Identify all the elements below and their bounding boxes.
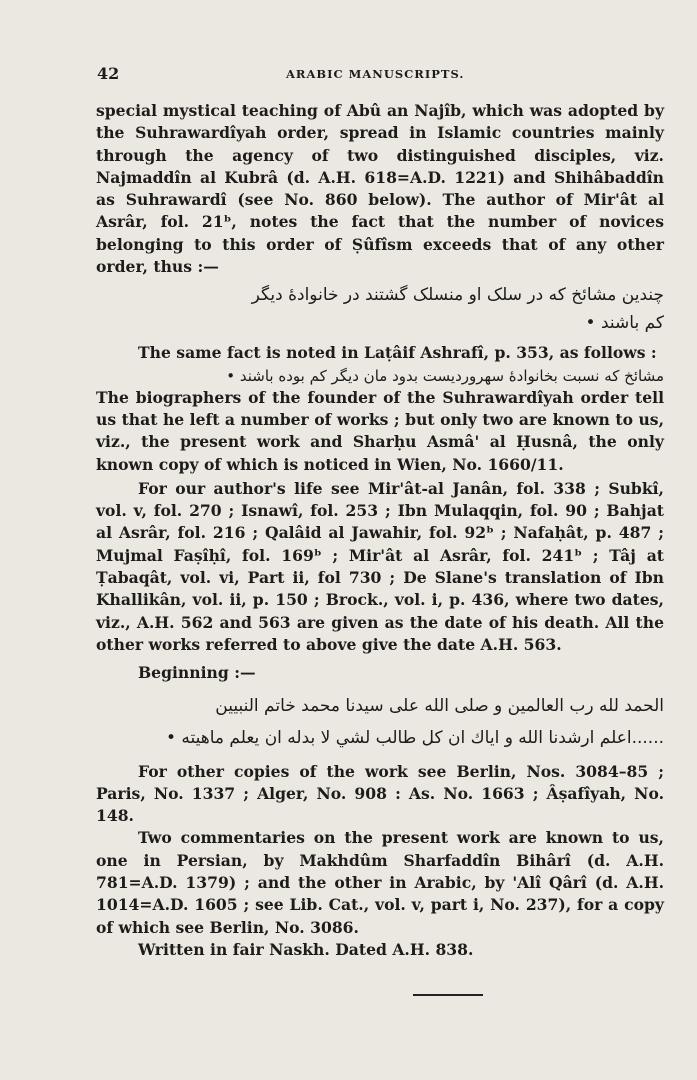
paragraph-teaching: special mystical teaching of Abû an Najîb, which was adopted by the Suhrawardîyah order, spread in Islamic countries mainly through the agency of two distinguished disciples, viz. Najmaddîn al Kubrâ (d. A.H. 618=A.D. 1221) and Shihâbaddîn as Suhrawardî (see No. 860 below). The author of Mir'ât al Asrâr, fol. 21ᵇ, notes the fact that the number of novices belonging to this order of Ṣûfîsm exceeds that of any other order, thus :—	[96, 101, 664, 277]
page-number: 42	[97, 64, 120, 83]
persian-quote-2: مشائخ که نسبت بخانوادهٔ سهروردیست بدود مان دیگر کم بوده باشند •	[226, 366, 664, 385]
paragraph-script-date: Written in fair Naskh. Dated A.H. 838.	[138, 939, 474, 959]
persian-quote-1-line-2: کم باشند •	[585, 313, 664, 334]
arabic-beginning-line-1: الحمد لله رب العالمين و صلى الله على سيدنا محمد خاتم النبيين	[215, 695, 664, 716]
paragraph-other-copies: For other copies of the work see Berlin, Nos. 3084–85 ; Paris, No. 1337 ; Alger, No. 908 : As. No. 1663 ; Âṣafîyah, No. 148.	[96, 761, 664, 826]
running-title: ARABIC MANUSCRIPTS.	[286, 67, 465, 81]
beginning-label: Beginning :—	[138, 663, 256, 683]
page-body	[96, 100, 664, 961]
paragraph-author-life: For our author's life see Mir'ât-al Janân, fol. 338 ; Subkî, vol. v, fol. 270 ; Isnawî, fol. 253 ; Ibn Mulaqqin, fol. 90 ; Bahjat al Asrâr, fol. 216 ; Qalâid al Jawahir, fol. 92ᵇ ; Nafaḥât, p. 487 ; Mujmal Faṣîḥî, fol. 169ᵇ ; Mir'ât al Asrâr, fol. 241ᵇ ; Tâj at Ṭabaqât, vol. vi, Part ii, fol 730 ; De Slane's translation of Ibn Khallikân, vol. ii, p. 150 ; Brock., vol. i, p. 436, where two dates, viz., A.H. 562 and 563 are given as the date of his death. All the other works referred to above give the date A.H. 563.	[96, 478, 664, 654]
paragraph-commentaries: Two commentaries on the present work are known to us, one in Persian, by Makhdûm Sharfaddîn Bihârî (d. A.H. 781=A.D. 1379) ; and the other in Arabic, by 'Alî Qârî (d. A.H. 1014=A.D. 1605 ; see Lib. Cat., vol. v, part i, No. 237), for a copy of which see Berlin, No. 3086.	[96, 828, 664, 937]
page-header	[0, 64, 697, 86]
closing-rule	[413, 994, 483, 996]
persian-quote-1-line-1: چندین مشائخ که در سلک او منسلک گشتند در خانوادهٔ دیگر	[251, 285, 664, 306]
paragraph-lataif-intro: The same fact is noted in Laṭâif Ashrafî, p. 353, as follows :	[138, 343, 657, 363]
arabic-beginning-line-2: ......اعلم ارشدنا الله و اياك ان كل طالب لشي لا بدله ان يعلم ماهيته •	[165, 727, 664, 748]
paragraph-biographers: The biographers of the founder of the Suhrawardîyah order tell us that he left a number of works ; but only two are known to us, viz., the present work and Sharḥu Asmâ' al Ḥusnâ, the only known copy of which is noticed in Wien, No. 1660/11.	[96, 387, 664, 474]
